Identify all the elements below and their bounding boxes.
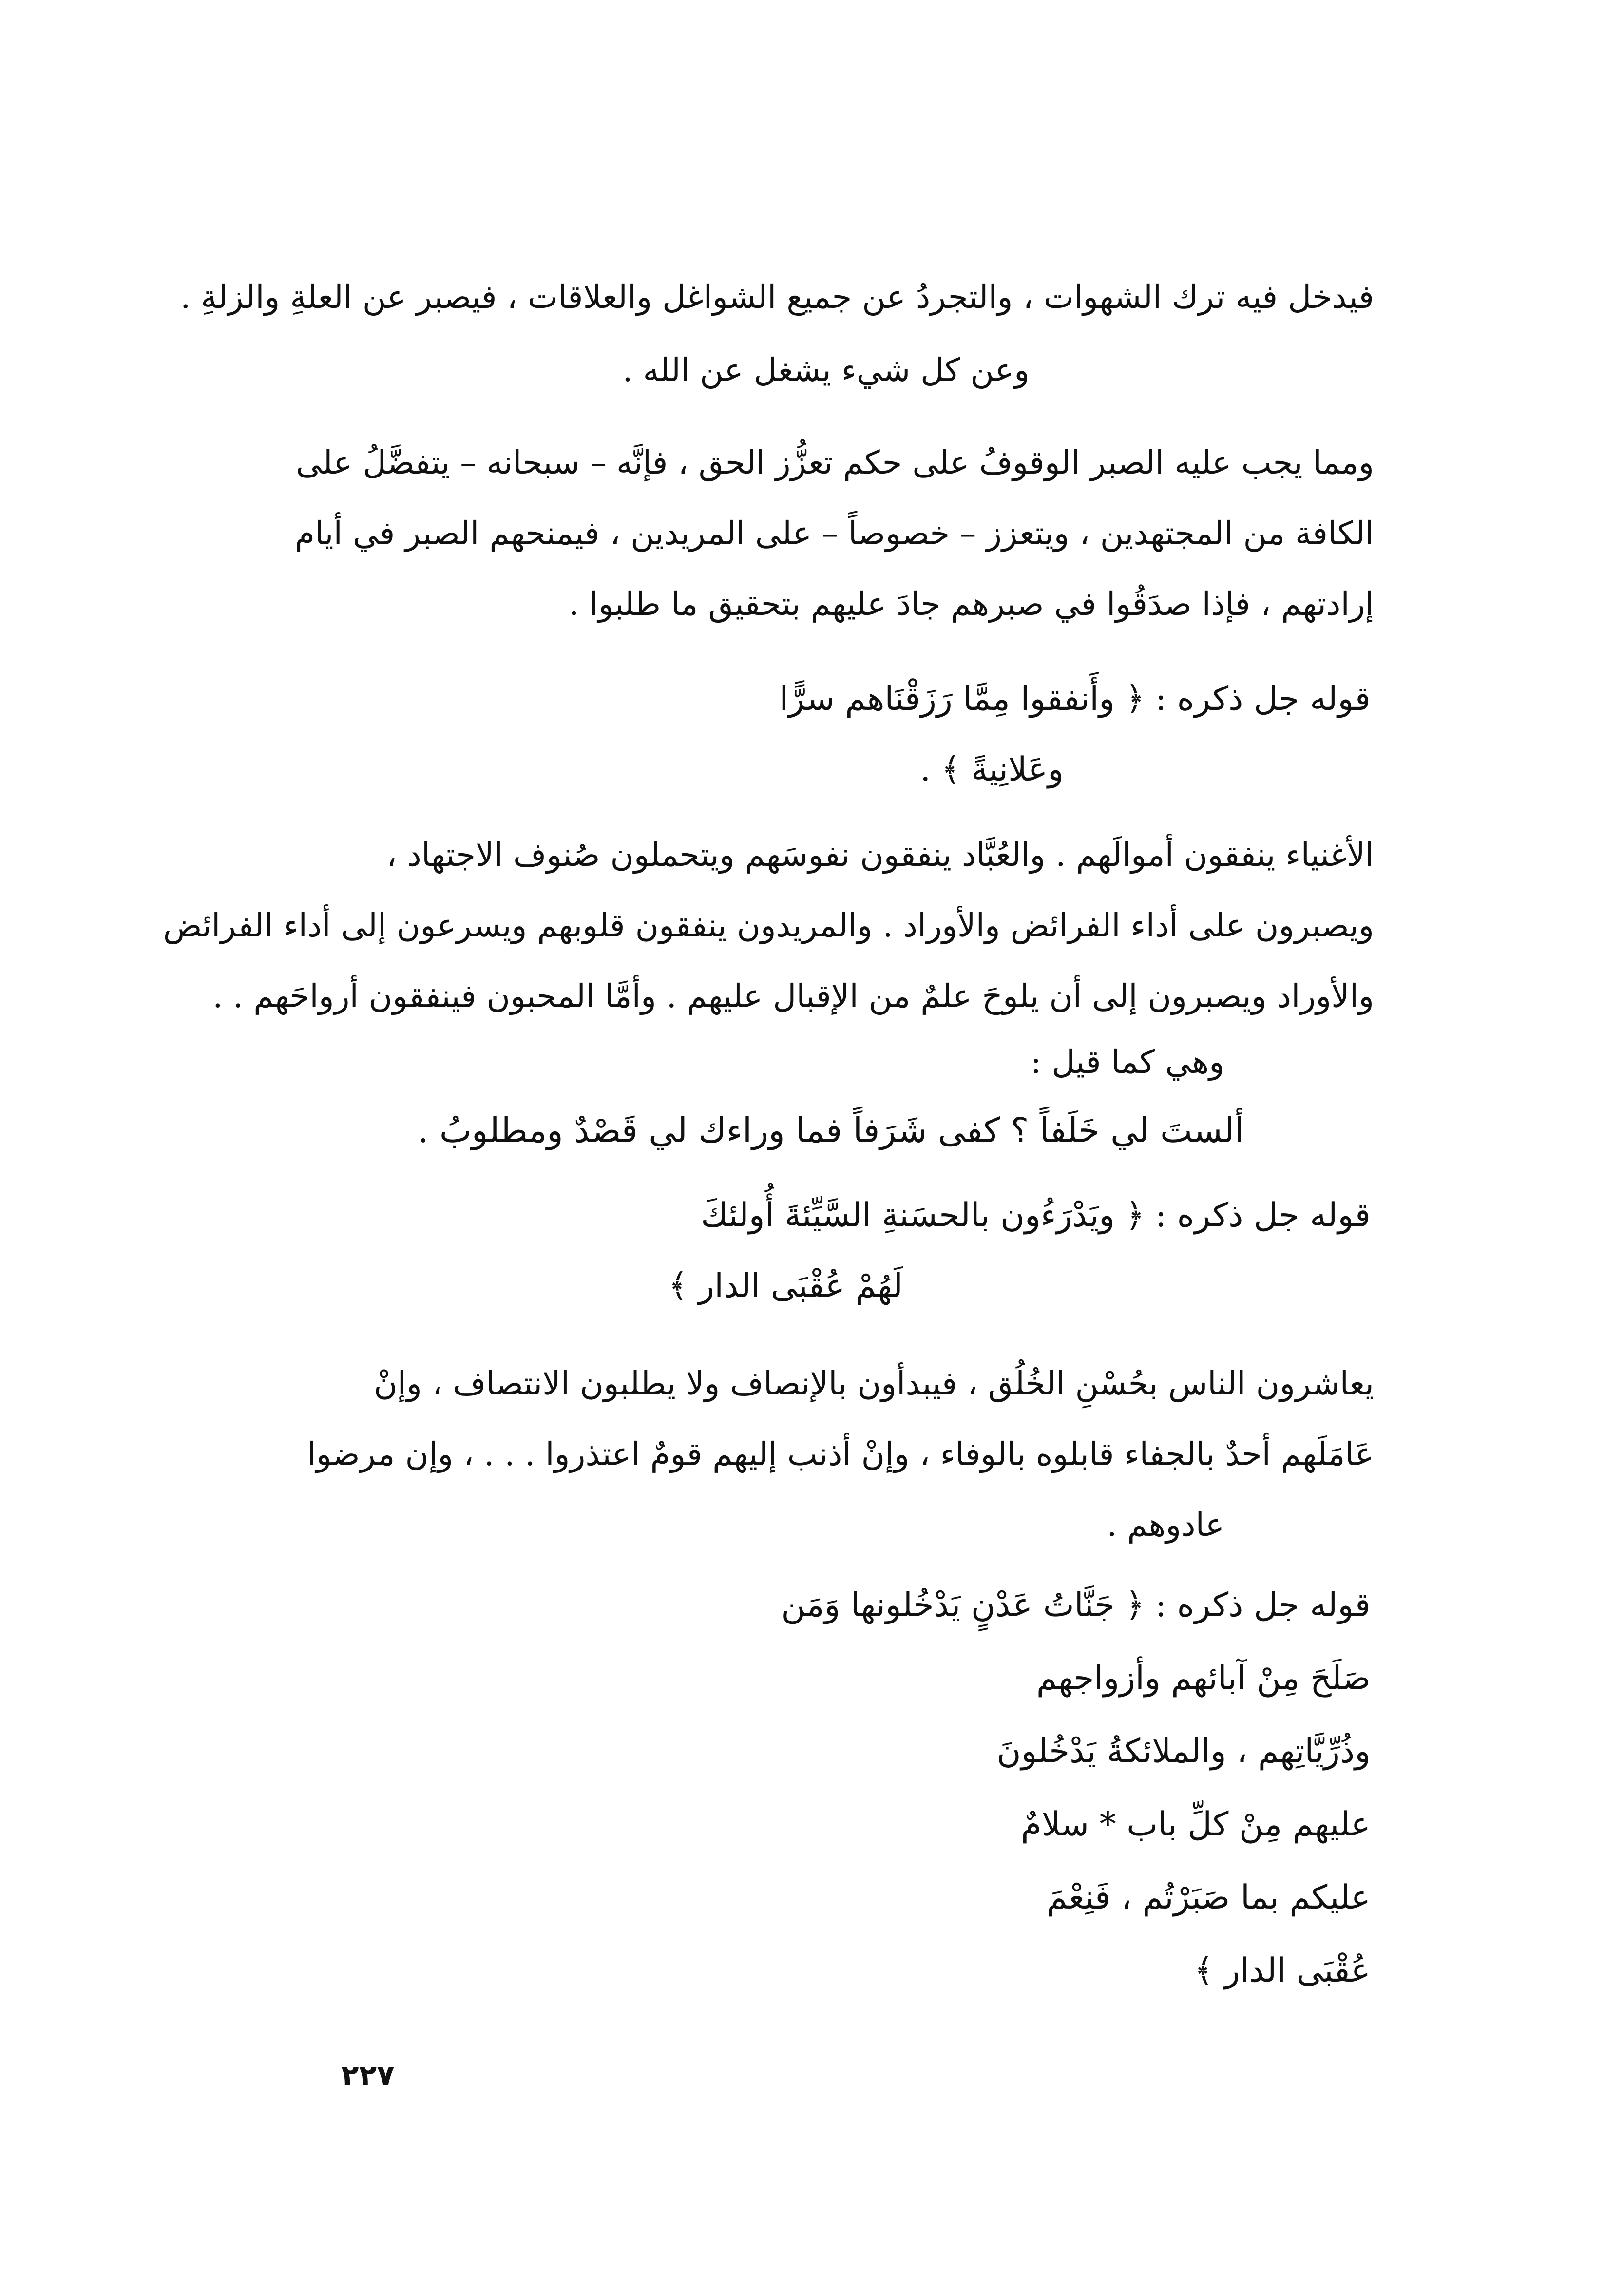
text-line: الأغنياء ينفقون أموالَهم . والعُبَّاد ينفقون نفوسَهم ويتحملون صُنوف الاجتهاد ، (386, 836, 1374, 874)
verse-reference: وعَلانِيةً ﴾ . (920, 750, 1064, 789)
text-line: والأوراد ويصبرون إلى أن يلوحَ علمٌ من الإقبال عليهم . وأمَّا المحبون فينفقون أرواحَهم . . (212, 977, 1374, 1015)
text-line: وهي كما قيل : (1031, 1043, 1224, 1081)
poetry-verse: ألستَ لي خَلَفاً ؟ كفى شَرَفاً فما وراءك لي قَصْدٌ ومطلوبُ . (418, 1110, 1244, 1150)
verse-reference: صَلَحَ مِنْ آبائهم وأزواجهم (1036, 1659, 1371, 1698)
verse-reference: قوله جل ذكره : ﴿ وأَنفقوا مِمَّا رَزَقْنَاهم سرًّا (779, 680, 1371, 718)
verse-reference: لَهُمْ عُقْبَى الدار ﴾ (668, 1267, 903, 1305)
text-line: ويصبرون على أداء الفرائض والأوراد . والمريدون ينفقون قلوبهم ويسرعون إلى أداء الفرائض (163, 907, 1374, 944)
text-line: عادوهم . (1107, 1506, 1224, 1544)
text-line: عَامَلَهم أحدٌ بالجفاء قابلوه بالوفاء ، وإنْ أذنب إليهم قومٌ اعتذروا . . . ، وإن مرضوا (307, 1435, 1374, 1473)
text-line: ومما يجب عليه الصبر الوقوفُ على حكم تعزُّز الحق ، فإنَّه – سبحانه – يتفضَّلُ على (296, 444, 1374, 481)
verse-reference: وذُرِّيَّاتِهم ، والملائكةُ يَدْخُلونَ (996, 1732, 1371, 1771)
verse-reference: عُقْبَى الدار ﴾ (1194, 1951, 1371, 1990)
text-line: يعاشرون الناس بحُسْنِ الخُلُق ، فيبدأون بالإنصاف ولا يطلبون الانتصاف ، وإنْ (374, 1365, 1374, 1402)
verse-reference: قوله جل ذكره : ﴿ ويَدْرَءُون بالحسَنةِ السَّيِّئةَ أُولئكَ (701, 1196, 1371, 1235)
verse-reference: قوله جل ذكره : ﴿ جَنَّاتُ عَدْنٍ يَدْخُلونها وَمَن (781, 1586, 1371, 1624)
text-line: فيدخل فيه ترك الشهوات ، والتجردُ عن جميع الشواغل والعلاقات ، فيصبر عن العلةِ والزلةِ . (180, 278, 1374, 316)
verse-reference: عليكم بما صَبَرْتُم ، فَنِعْمَ (1047, 1878, 1371, 1917)
text-line: الكافة من المجتهدين ، ويتعزز – خصوصاً – على المريدين ، فيمنحهم الصبر في أيام (295, 515, 1374, 552)
text-line: وعن كل شيء يشغل عن الله . (622, 351, 1030, 389)
text-line: إرادتهم ، فإذا صدَقُوا في صبرهم جادَ عليهم بتحقيق ما طلبوا . (569, 585, 1374, 623)
verse-reference: عليهم مِنْ كلِّ باب * سلامٌ (1021, 1805, 1371, 1844)
page-number: ٢٢٧ (341, 2059, 395, 2093)
